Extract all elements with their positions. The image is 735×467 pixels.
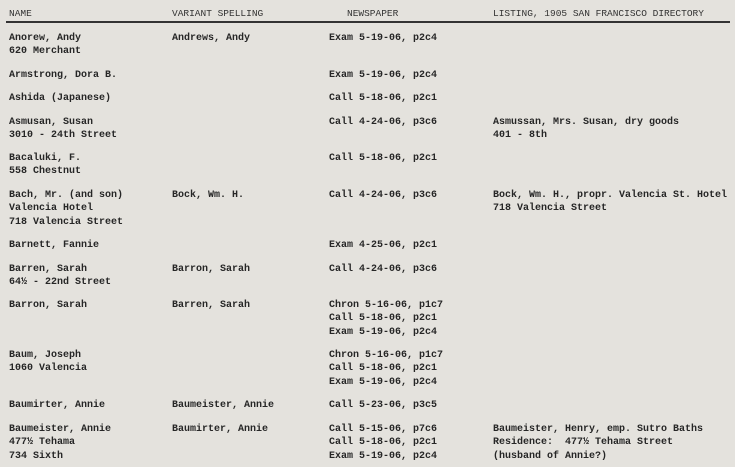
- name-cell-line: Asmusan, Susan: [9, 117, 94, 128]
- name-cell-line: 64½ - 22nd Street: [9, 277, 112, 289]
- newspaper-cell-line: Exam 4-25-06, p2c1: [329, 240, 438, 251]
- name-cell-line: Anorew, Andy: [9, 33, 82, 44]
- variant-spelling-cell: [172, 189, 244, 202]
- variant-spelling-cell-line: Barren, Sarah: [172, 300, 251, 311]
- listing-cell-line: (husband of Annie?): [493, 450, 608, 462]
- variant-spelling-cell: [172, 399, 274, 412]
- newspaper-cell: [329, 92, 437, 105]
- newspaper-cell-line: Call 5-18-06, p2c1: [329, 93, 438, 104]
- header-newspaper: NEWSPAPER: [347, 8, 399, 19]
- name-cell-line: 3010 - 24th Street: [9, 130, 118, 142]
- name-cell-line: 477½ Tehama: [9, 437, 76, 449]
- name-cell-line: Armstrong, Dora B.: [9, 70, 118, 81]
- newspaper-cell-line: Chron 5-16-06, p1c7: [329, 300, 444, 311]
- newspaper-cell-line: Call 4-24-06, p3c6: [329, 117, 438, 128]
- listing-cell: [493, 116, 679, 143]
- listing-cell-line: Residence: 477½ Tehama Street: [493, 437, 674, 449]
- newspaper-cell-line: Call 5-18-06, p2c1: [329, 363, 438, 375]
- newspaper-cell-line: Call 5-23-06, p3c5: [329, 400, 438, 411]
- variant-spelling-cell: [172, 32, 250, 45]
- newspaper-cell-line: Exam 5-19-06, p2c4: [329, 33, 438, 44]
- newspaper-cell: [329, 349, 443, 389]
- variant-spelling-cell-line: Barron, Sarah: [172, 264, 251, 275]
- name-cell-line: Barren, Sarah: [9, 264, 88, 275]
- newspaper-cell-line: Exam 5-19-06, p2c4: [329, 326, 438, 338]
- header-name: NAME: [9, 8, 32, 19]
- name-cell: [9, 92, 111, 105]
- newspaper-cell: [329, 69, 437, 82]
- newspaper-cell-line: Call 5-18-06, p2c1: [329, 153, 438, 164]
- name-cell-line: Baum, Joseph: [9, 350, 82, 361]
- listing-cell-line: 718 Valencia Street: [493, 203, 608, 215]
- name-cell-line: Baumirter, Annie: [9, 400, 106, 411]
- name-cell-line: 734 Sixth: [9, 450, 64, 462]
- name-cell: [9, 189, 123, 229]
- listing-cell: [493, 423, 703, 463]
- variant-spelling-cell-line: Baumirter, Annie: [172, 424, 269, 435]
- name-cell-line: Barron, Sarah: [9, 300, 88, 311]
- name-cell-line: Baumeister, Annie: [9, 424, 112, 435]
- newspaper-cell-line: Exam 5-19-06, p2c4: [329, 376, 438, 388]
- newspaper-cell-line: Exam 5-19-06, p2c4: [329, 450, 438, 462]
- variant-spelling-cell-line: Baumeister, Annie: [172, 400, 275, 411]
- newspaper-cell-line: Chron 5-16-06, p1c7: [329, 350, 444, 361]
- variant-spelling-cell-line: Andrews, Andy: [172, 33, 251, 44]
- variant-spelling-cell: [172, 263, 250, 276]
- name-cell-line: Bacaluki, F.: [9, 153, 82, 164]
- newspaper-cell: [329, 189, 437, 202]
- name-cell-line: 558 Chestnut: [9, 166, 82, 178]
- newspaper-cell: [329, 423, 437, 463]
- header-variant-spelling: VARIANT SPELLING: [172, 8, 264, 19]
- newspaper-cell-line: Exam 5-19-06, p2c4: [329, 70, 438, 81]
- name-cell: [9, 116, 117, 143]
- newspaper-cell-line: Call 4-24-06, p3c6: [329, 190, 438, 201]
- name-cell: [9, 69, 117, 82]
- name-cell-line: Bach, Mr. (and son): [9, 190, 124, 201]
- name-cell: [9, 349, 87, 376]
- name-cell: [9, 152, 81, 179]
- name-cell-line: 718 Valencia Street: [9, 216, 124, 228]
- newspaper-cell: [329, 399, 437, 412]
- variant-spelling-cell: [172, 423, 268, 436]
- name-cell: [9, 399, 105, 412]
- variant-spelling-cell-line: Bock, Wm. H.: [172, 190, 245, 201]
- newspaper-cell-line: Call 4-24-06, p3c6: [329, 264, 438, 275]
- variant-spelling-cell: [172, 299, 250, 312]
- newspaper-cell: [329, 299, 443, 339]
- listing-cell-line: 401 - 8th: [493, 130, 548, 142]
- listing-cell-line: Asmussan, Mrs. Susan, dry goods: [493, 117, 680, 128]
- newspaper-cell-line: Call 5-15-06, p7c6: [329, 424, 438, 435]
- name-cell-line: Barnett, Fannie: [9, 240, 100, 251]
- listing-cell-line: Bock, Wm. H., propr. Valencia St. Hotel: [493, 190, 728, 201]
- listing-cell: [493, 189, 727, 216]
- newspaper-cell: [329, 239, 437, 252]
- name-cell: [9, 239, 99, 252]
- newspaper-cell-line: Call 5-18-06, p2c1: [329, 313, 438, 325]
- name-cell: [9, 263, 111, 290]
- name-cell-line: 1060 Valencia: [9, 363, 88, 375]
- name-cell: [9, 299, 87, 312]
- header-rule: [6, 21, 730, 23]
- name-cell-line: Ashida (Japanese): [9, 93, 112, 104]
- newspaper-cell: [329, 263, 437, 276]
- name-cell-line: 620 Merchant: [9, 46, 82, 58]
- newspaper-cell-line: Call 5-18-06, p2c1: [329, 437, 438, 449]
- newspaper-cell: [329, 32, 437, 45]
- listing-cell-line: Baumeister, Henry, emp. Sutro Baths: [493, 424, 704, 435]
- newspaper-cell: [329, 116, 437, 129]
- header-listing: LISTING, 1905 SAN FRANCISCO DIRECTORY: [493, 8, 704, 19]
- newspaper-cell: [329, 152, 437, 165]
- name-cell-line: Valencia Hotel: [9, 203, 94, 215]
- name-cell: [9, 32, 81, 59]
- name-cell: [9, 423, 111, 463]
